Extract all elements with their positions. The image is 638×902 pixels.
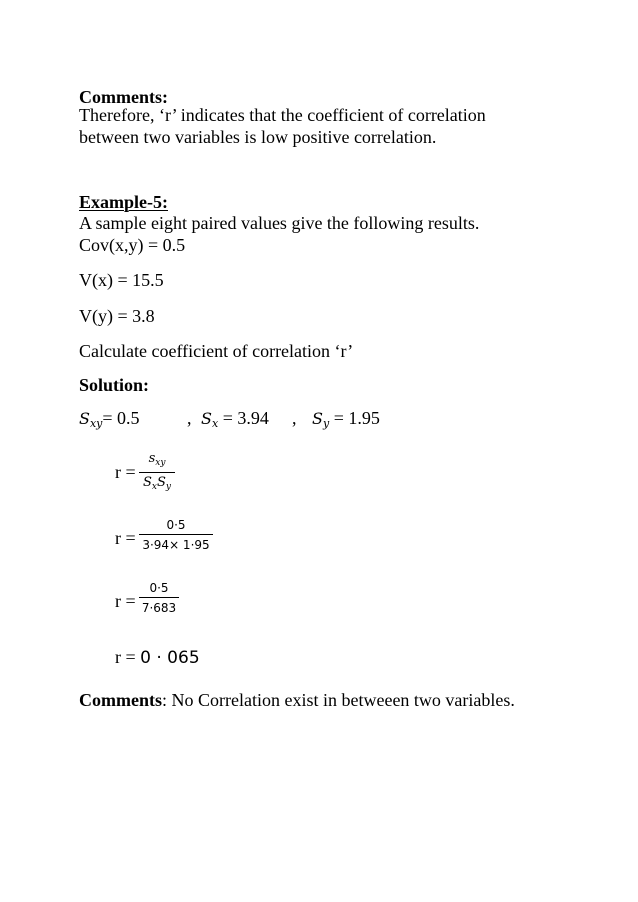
step2-numerator: 0·5: [149, 581, 169, 595]
given-separator-2: ,: [292, 408, 297, 428]
example-heading: Example-5:: [79, 192, 168, 212]
sx-value: = 3.94: [222, 408, 269, 428]
comments-heading: Comments:: [79, 87, 168, 107]
result-line: [115, 646, 200, 669]
sy-symbol: $S_y$: [312, 409, 330, 430]
given-sy: [312, 407, 380, 435]
final-comment: [79, 689, 515, 711]
sx-symbol: $S_x$: [201, 409, 219, 430]
formula-numerator: $s_{xy}$: [148, 451, 166, 468]
sy-value: = 1.95: [333, 408, 380, 428]
step2-lhs: r =: [115, 591, 136, 611]
final-comment-heading: Comments: [79, 690, 162, 710]
example-intro: A sample eight paired values give the following results.: [79, 213, 480, 233]
comments-line-1: Therefore, ‘r’ indicates that the coefficient of correlation: [79, 105, 486, 125]
example-vy: V(y) = 3.8: [79, 306, 155, 326]
result-lhs: r =: [115, 647, 136, 667]
example-vx: V(x) = 15.5: [79, 270, 164, 290]
given-sx: [201, 407, 269, 435]
formula-lhs: r =: [115, 462, 136, 482]
sxy-symbol: $S_{xy}$: [79, 409, 103, 430]
solution-heading: Solution:: [79, 375, 150, 395]
result-value: 0 · 065: [140, 648, 200, 668]
step2-denominator: 7·683: [141, 601, 177, 615]
example-cov: Cov(x,y) = 0.5: [79, 235, 186, 255]
step1-lhs: r =: [115, 528, 136, 548]
sxy-value: = 0.5: [102, 408, 140, 428]
formula-denominator: $S_xS_y$: [143, 475, 171, 492]
formula-fraction: [139, 450, 175, 497]
comments-line-2: between two variables is low positive correlation.: [79, 127, 437, 147]
step1-numerator: 0·5: [166, 518, 186, 532]
step2-fraction: [139, 579, 179, 618]
final-comment-text: : No Correlation exist in betweeen two variables.: [162, 690, 515, 710]
example-task: Calculate coefficient of correlation ‘r’: [79, 341, 354, 361]
given-sxy: [79, 407, 140, 435]
given-separator-1: ,: [187, 408, 192, 428]
step1-fraction: [139, 516, 213, 555]
step1-denominator: 3·94× 1·95: [142, 538, 210, 552]
